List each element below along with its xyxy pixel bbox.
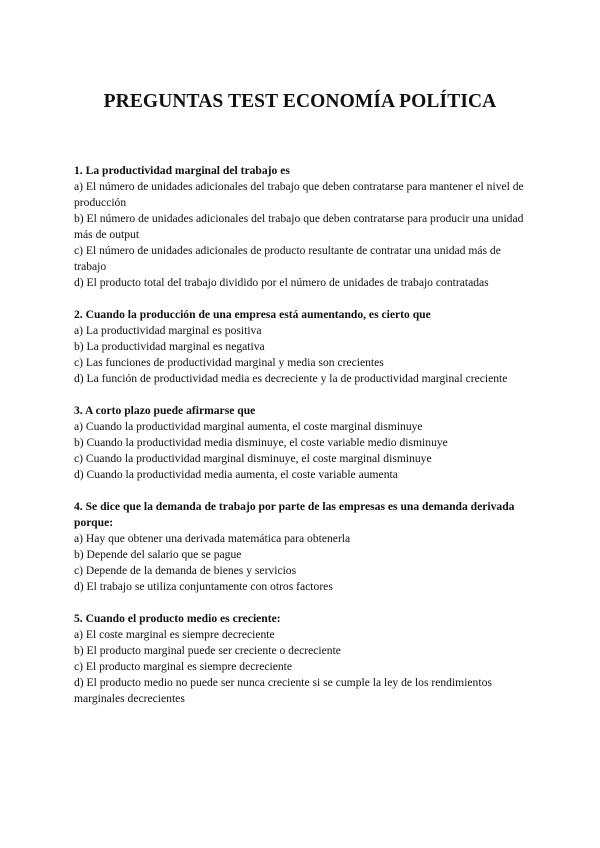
answer-option-c: c) El producto marginal es siempre decreciente <box>74 660 293 673</box>
question-3 <box>74 403 534 483</box>
answer-option-c: c) El número de unidades adicionales de producto resultante de contratar una unidad más de trabajo <box>74 244 501 273</box>
document-title: PREGUNTAS TEST ECONOMÍA POLÍTICA <box>103 91 497 112</box>
question-stem: 1. La productividad marginal del trabajo es <box>74 164 290 177</box>
answer-option-a: a) La productividad marginal es positiva <box>74 324 262 337</box>
answer-option-b: b) El número de unidades adicionales del trabajo que deben contratarse para producir una unidad más de output <box>74 212 524 241</box>
answer-option-d: d) La función de productividad media es decreciente y la de productividad marginal creciente <box>74 372 508 385</box>
answer-option-b: b) Cuando la productividad media disminuye, el coste variable medio disminuye <box>74 436 448 449</box>
answer-option-b: b) Depende del salario que se pague <box>74 548 242 561</box>
question-stem: 3. A corto plazo puede afirmarse que <box>74 404 256 417</box>
answer-option-c: c) Las funciones de productividad marginal y media son crecientes <box>74 356 384 369</box>
answer-option-d: d) Cuando la productividad media aumenta, el coste variable aumenta <box>74 468 398 481</box>
answer-option-d: d) El trabajo se utiliza conjuntamente con otros factores <box>74 580 333 593</box>
answer-option-a: a) Cuando la productividad marginal aumenta, el coste marginal disminuye <box>74 420 423 433</box>
answer-option-d: d) El producto medio no puede ser nunca creciente si se cumple la ley de los rendimientos marginales decrecientes <box>74 676 492 705</box>
question-stem: 2. Cuando la producción de una empresa está aumentando, es cierto que <box>74 308 431 321</box>
answer-option-a: a) El coste marginal es siempre decreciente <box>74 628 275 641</box>
answer-option-a: a) Hay que obtener una derivada matemática para obtenerla <box>74 532 351 545</box>
question-5 <box>74 611 534 707</box>
question-2 <box>74 307 534 387</box>
question-1 <box>74 163 534 291</box>
question-stem: 4. Se dice que la demanda de trabajo por parte de las empresas es una demanda derivada porque: <box>74 500 515 529</box>
answer-option-c: c) Depende de la demanda de bienes y servicios <box>74 564 297 577</box>
answer-option-b: b) La productividad marginal es negativa <box>74 340 265 353</box>
answer-option-a: a) El número de unidades adicionales del trabajo que deben contratarse para mantener el nivel de producción <box>74 180 524 209</box>
question-4 <box>74 499 534 595</box>
question-list <box>74 163 534 723</box>
answer-option-d: d) El producto total del trabajo dividido por el número de unidades de trabajo contratadas <box>74 276 489 289</box>
answer-option-c: c) Cuando la productividad marginal disminuye, el coste marginal disminuye <box>74 452 432 465</box>
question-stem: 5. Cuando el producto medio es creciente: <box>74 612 281 625</box>
answer-option-b: b) El producto marginal puede ser creciente o decreciente <box>74 644 341 657</box>
